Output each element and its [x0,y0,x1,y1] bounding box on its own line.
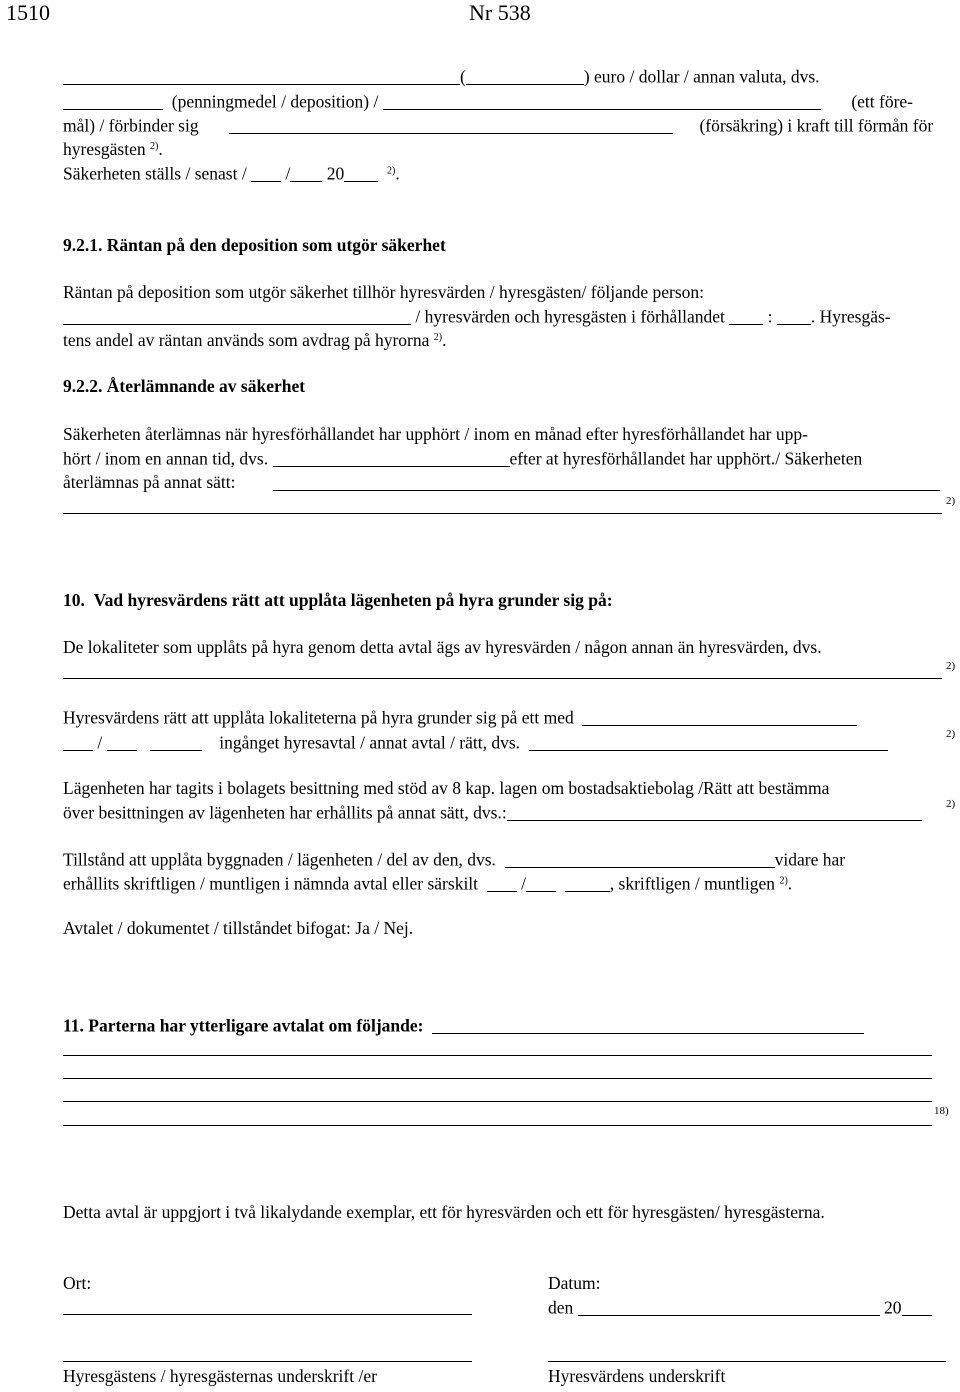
agreement-details-blank[interactable] [529,732,888,751]
footnote-mark: 2) [946,660,956,672]
currency-line-3: mål) / förbinder sig (försäkring) i kraft till förmån för [63,115,934,136]
other-terms-blank-1[interactable] [63,1055,932,1056]
section-10-p4-line-2: erhållits skriftligen / muntligen i nämnda avtal eller särskilt / , skriftligen / muntligen $^{2)}$. [63,873,793,894]
section-11-heading: 11. Parterna har ytterligare avtalat om följande: [63,1015,864,1037]
permit-blank[interactable] [505,849,775,868]
section-922-line-2: hört / inom en annan tid, dvs. efter at hyresförhållandet har upphört./ Säkerheten [63,448,863,469]
closing-statement: Detta avtal är uppgjort i två likalydande exemplar, ett för hyresvärden och ett för hyresgästen/ hyresgästerna. [63,1202,825,1222]
other-terms-blank-4[interactable] [63,1125,932,1126]
permit-year-blank[interactable] [565,873,610,892]
other-terms-blank-2[interactable] [63,1078,932,1079]
section-10-p2-line-1: Hyresvärdens rätt att upplåta lokaliteterna på hyra grunder sig på ett med [63,707,857,729]
return-time-blank[interactable] [273,448,510,467]
deadline-day-blank[interactable] [251,163,281,182]
other-terms-blank-0[interactable] [432,1015,864,1034]
currency-line-5: Säkerheten ställs / senast / / 20 $^{2)}$. [63,163,400,184]
currency-line-2: (penningmedel / deposition) / (ett före- [63,91,913,113]
date-blank[interactable] [578,1297,880,1316]
section-10-heading: 10. Vad hyresvärdens rätt att upplåta lägenheten på hyra grunder sig på: [63,590,613,610]
section-921-line-3: tens andel av räntan används som avdrag på hyrorna $^{2)}$. [63,330,447,350]
possession-blank[interactable] [507,802,922,821]
insurance-blank[interactable] [229,115,673,134]
footnote-mark: 2) [946,728,956,740]
currency-code-blank[interactable] [466,66,584,85]
section-10-p5: Avtalet / dokumentet / tillståndet bifogat: Ja / Nej. [63,918,414,938]
return-other-blank-2[interactable] [63,513,942,514]
landlord-signature-label: Hyresvärdens underskrift [548,1366,726,1386]
date-year-blank[interactable] [902,1297,932,1316]
tenant-signature-label: Hyresgästens / hyresgästernas underskrift /er [63,1366,377,1386]
section-922-line-3: återlämnas på annat sätt: [63,472,236,492]
deadline-year-blank[interactable] [344,163,378,182]
agreement-day-blank[interactable] [63,732,93,751]
ratio-blank-2[interactable] [777,306,811,325]
tenant-signature-line[interactable] [63,1361,472,1362]
date-line: den 20 [548,1297,932,1319]
section-922-heading: 9.2.2. Återlämnande av säkerhet [63,376,306,396]
section-921-heading: 9.2.1. Räntan på den deposition som utgör säkerhet [63,235,446,255]
agreement-month-blank[interactable] [107,732,137,751]
currency-line-4: hyresgästen $^{2)}$. [63,139,163,159]
issue-number: Nr 538 [469,0,531,25]
place-blank[interactable] [63,1314,472,1315]
section-10-p4-line-1: Tillstånd att upplåta byggnaden / lägenheten / del av den, dvs. vidare har [63,849,846,870]
other-terms-blank-3[interactable] [63,1101,932,1102]
section-922-line-1: Säkerheten återlämnas när hyresförhållandet har upphört / inom en månad efter hyresförhållandet har upp- [63,424,808,444]
section-921-line-1: Räntan på deposition som utgör säkerhet tillhör hyresvärden / hyresgästen/ följande person: [63,282,705,302]
currency-line-1: ( ) euro / dollar / annan valuta, dvs. [63,66,820,88]
security-blank-2[interactable] [383,91,821,110]
place-label: Ort: [63,1273,92,1293]
security-blank-1[interactable] [63,91,163,110]
section-10-p3-line-2: över besittningen av lägenheten har erhållits på annat sätt, dvs.: [63,802,922,824]
amount-blank[interactable] [63,66,460,85]
footnote-mark: 2) [946,495,956,507]
section-10-p2-line-2: / ingånget hyresavtal / annat avtal / rätt, dvs. [63,732,888,754]
section-921-line-2: / hyresvärden och hyresgästen i förhållandet : . Hyresgäs- [63,306,891,328]
return-other-blank-1[interactable] [273,490,940,491]
landlord-signature-line[interactable] [548,1361,946,1362]
ratio-blank-1[interactable] [729,306,763,325]
owner-blank[interactable] [63,678,942,679]
footnote-mark: 2) [946,798,956,810]
section-10-p1: De lokaliteter som upplåts på hyra genom detta avtal ägs av hyresvärden / någon annan än hyresvärden, dvs. [63,637,822,657]
permit-day-blank[interactable] [487,873,517,892]
agreement-party-blank[interactable] [582,707,857,726]
date-label: Datum: [548,1273,601,1293]
permit-month-blank[interactable] [526,873,556,892]
page-number: 1510 [6,0,50,25]
section-10-p3-line-1: Lägenheten har tagits i bolagets besittning med stöd av 8 kap. lagen om bostadsaktiebolag /Rätt att bestämma [63,778,830,798]
deadline-month-blank[interactable] [290,163,322,182]
interest-person-blank[interactable] [63,306,411,325]
footnote-mark-18: 18) [934,1105,949,1117]
agreement-year-blank[interactable] [150,732,202,751]
